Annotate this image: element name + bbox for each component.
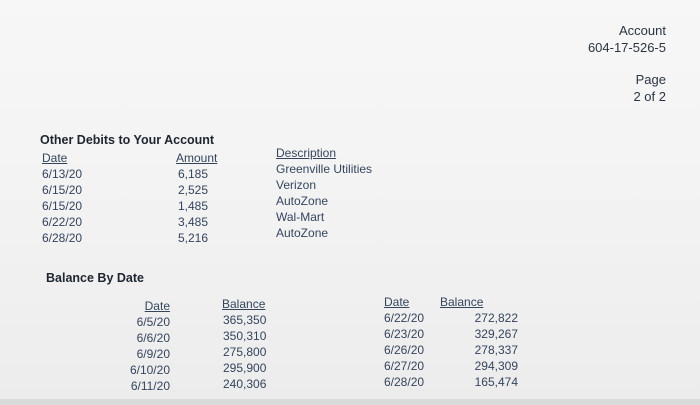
account-block (588, 22, 666, 56)
debits-amount-header: Amount (176, 151, 218, 165)
balance-amount: 275,800 (223, 345, 267, 359)
balance-amount: 278,337 (474, 343, 518, 357)
balance-amount: 294,309 (474, 359, 518, 373)
balance-right-header-column (440, 294, 483, 310)
balance-date: 6/26/20 (384, 343, 425, 357)
page-value: 2 of 2 (633, 89, 666, 104)
balance-date: 6/27/20 (384, 359, 425, 373)
account-label: Account (619, 23, 666, 38)
balance-date: 6/11/20 (130, 379, 170, 393)
balance-right-date-header: Date (384, 295, 410, 309)
balance-date: 6/23/20 (384, 327, 425, 341)
debit-description: Wal-Mart (276, 210, 325, 224)
page-bottom-edge (0, 399, 700, 405)
debit-description: AutoZone (276, 194, 329, 208)
balance-amount: 329,267 (474, 327, 518, 341)
debit-date: 6/13/20 (42, 167, 83, 181)
debit-date: 6/22/20 (42, 215, 83, 229)
debit-amount: 3,485 (178, 215, 209, 229)
other-debits-title: Other Debits to Your Account (40, 133, 215, 147)
balance-date: 6/28/20 (384, 375, 425, 389)
balance-date: 6/22/20 (384, 311, 425, 325)
debit-date: 6/15/20 (42, 183, 83, 197)
balance-amount: 240,306 (223, 377, 267, 391)
debit-description: AutoZone (276, 226, 329, 240)
balance-left-amount-column (222, 296, 266, 392)
debits-amount-column (176, 150, 217, 246)
balance-date: 6/5/20 (136, 315, 170, 329)
balance-left-date-column (120, 298, 170, 394)
account-number: 604-17-526-5 (587, 40, 666, 55)
balance-left-balance-header: Balance (222, 297, 266, 311)
balance-amount: 272,822 (474, 311, 518, 325)
balance-date: 6/6/20 (136, 331, 170, 345)
debit-amount: 2,525 (178, 183, 209, 197)
balance-right-date-column (384, 294, 424, 390)
debit-description: Greenville Utilities (276, 162, 373, 176)
balance-amount: 295,900 (223, 361, 267, 375)
balance-amount: 165,474 (474, 375, 518, 389)
debit-description: Verizon (276, 178, 317, 192)
debit-date: 6/15/20 (42, 199, 83, 213)
debit-date: 6/28/20 (42, 231, 83, 245)
balance-right-balance-header: Balance (440, 295, 484, 309)
debit-amount: 1,485 (178, 199, 209, 213)
balance-amount: 350,310 (223, 329, 267, 343)
page-label: Page (635, 72, 666, 87)
debits-date-header: Date (42, 151, 68, 165)
balance-left-date-header: Date (144, 299, 170, 313)
balance-amount: 365,350 (223, 313, 267, 327)
page-block (633, 71, 666, 105)
debits-date-column (42, 150, 82, 246)
debit-amount: 6,185 (178, 167, 209, 181)
debits-description-column (276, 145, 372, 241)
debit-amount: 5,216 (178, 231, 209, 245)
balance-by-date-title: Balance By Date (46, 271, 144, 285)
balance-date: 6/10/20 (129, 363, 170, 377)
debits-description-header: Description (276, 146, 337, 160)
balance-right-amount-column (462, 310, 518, 390)
balance-date: 6/9/20 (136, 347, 170, 361)
